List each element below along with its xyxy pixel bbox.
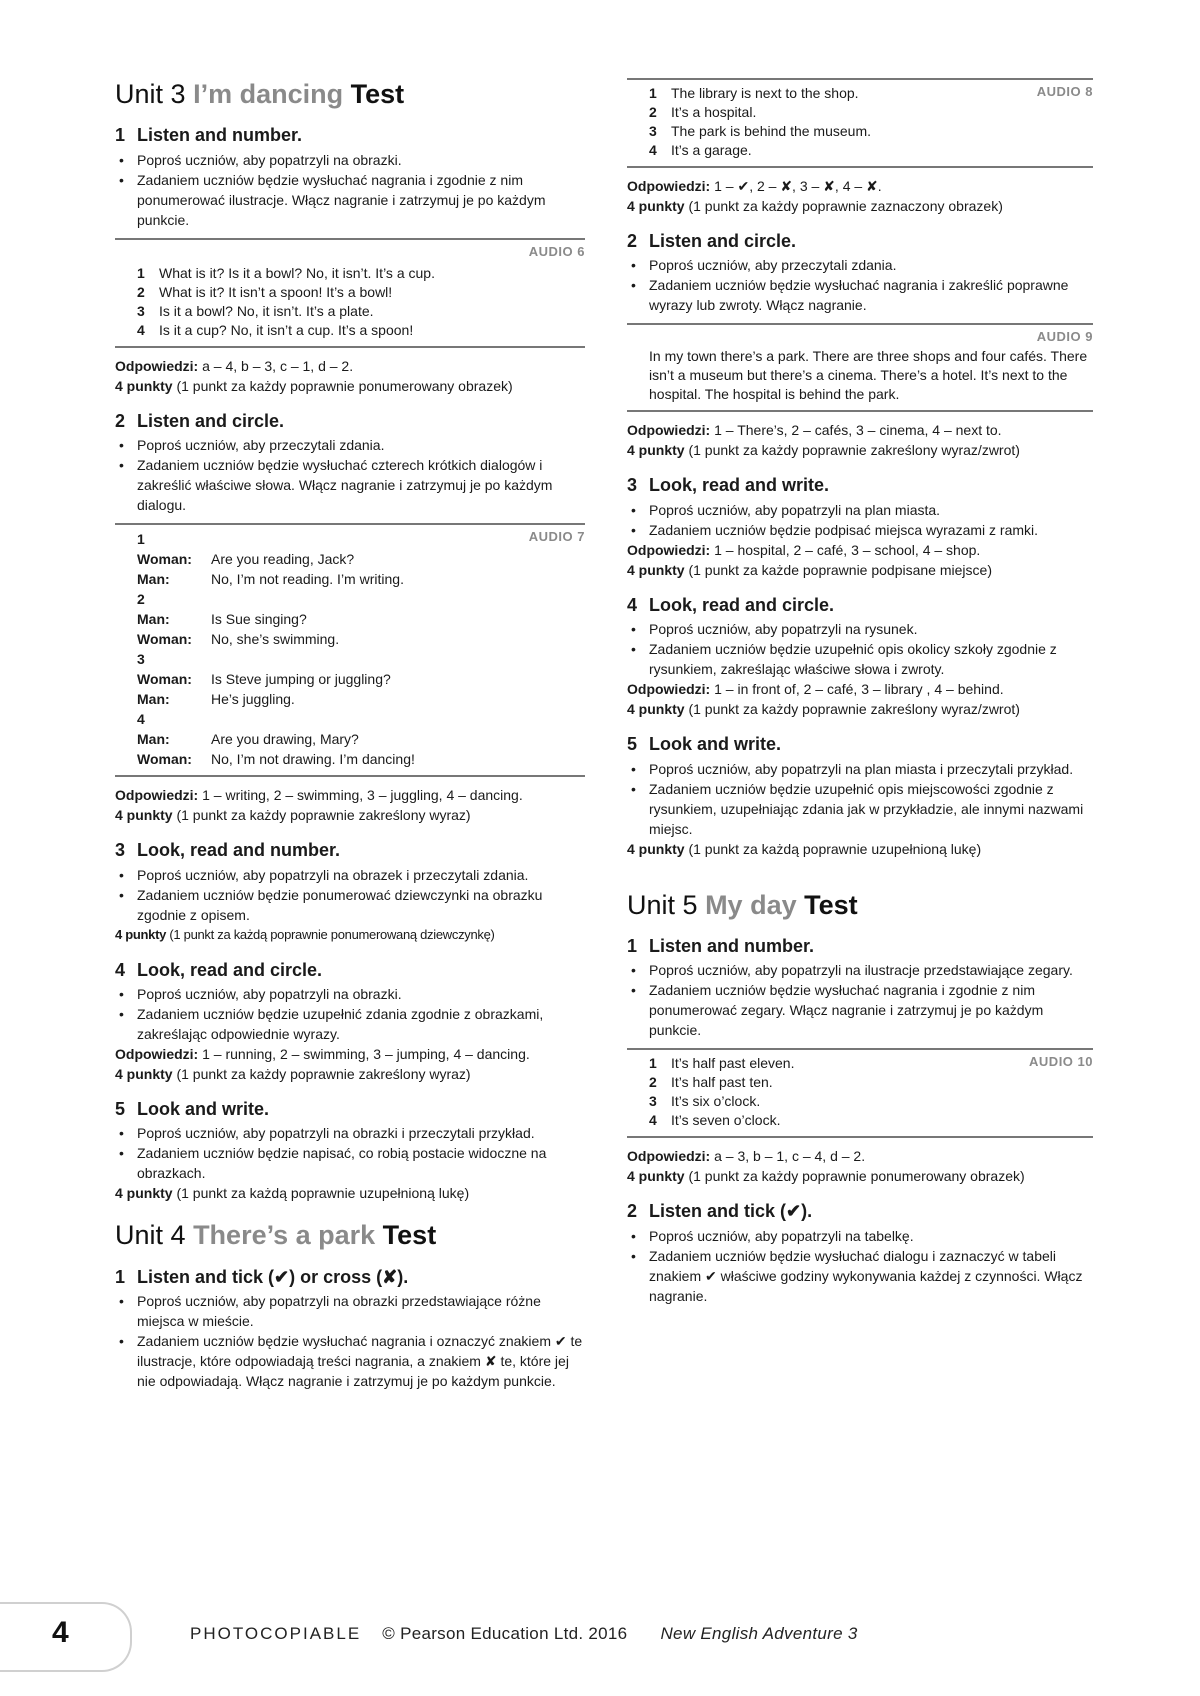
u4-task-1-heading xyxy=(115,1266,585,1289)
instruction: • Poproś uczniów, aby popatrzyli na plan miasta. xyxy=(627,500,1093,520)
speaker: Man: xyxy=(137,611,170,628)
instruction: • Zadaniem uczniów będzie uzupełnić opis miejscowości zgodnie z rysunkiem, uzupełniając zdania jak w przykładzie, ale innymi nazwami miejsc. xyxy=(627,779,1093,839)
points-text: (1 punkt za każdy poprawnie zakreślony wyraz) xyxy=(176,807,471,824)
instruction: • Zadaniem uczniów będzie wysłuchać nagrania i oznaczyć znakiem ✔ te ilustracje, które odpowiadają treści nagrania, a znakiem ✘ te, które jej nie odpowiadają. Włącz nagranie i zatrzymuj je po każdym punkcie. xyxy=(115,1331,585,1391)
audio-script xyxy=(115,238,585,348)
instruction: • Zadaniem uczniów będzie wysłuchać dialogu i zaznaczyć w tabeli znakiem ✔ właściwe godziny wykonywania każdej z czynności. Włącz nagranie. xyxy=(627,1246,1093,1306)
script-line xyxy=(627,103,1093,122)
points xyxy=(627,699,1093,719)
footer-text xyxy=(190,1624,858,1644)
utterance: Are you reading, Jack? xyxy=(211,551,355,568)
points-text: (1 punkt za każdy poprawnie ponumerowany obrazek) xyxy=(688,1168,1025,1185)
line-text: It’s seven o’clock. xyxy=(671,1112,781,1129)
instruction: • Poproś uczniów, aby popatrzyli na tabelkę. xyxy=(627,1226,1093,1246)
instructions xyxy=(627,255,1093,315)
u5-task-2-heading xyxy=(627,1200,1093,1223)
speaker: Woman: xyxy=(137,671,192,688)
points xyxy=(627,560,1093,580)
script-line xyxy=(115,283,585,302)
dialogue-line xyxy=(115,629,585,649)
task-title: Look, read and circle. xyxy=(137,959,323,980)
unit-3-test-label: Test xyxy=(350,79,405,109)
line-text: Is it a cup? No, it isn’t a cup. It’s a spoon! xyxy=(159,321,414,338)
dialogue-line xyxy=(115,569,585,589)
task-title: Listen and number. xyxy=(649,935,815,956)
u3-task-3-heading xyxy=(115,839,585,862)
u4-task-5-heading xyxy=(627,733,1093,756)
left-column xyxy=(115,78,585,1407)
unit-5-title xyxy=(627,889,1093,921)
points-text: (1 punkt za każdą poprawnie ponumerowaną dziewczynkę) xyxy=(169,926,495,942)
answers-text: 1 – running, 2 – swimming, 3 – jumping, 4 – dancing. xyxy=(202,1045,530,1062)
dialogue-line xyxy=(115,749,585,769)
speaker: Woman: xyxy=(137,551,192,568)
right-column xyxy=(627,78,1093,1322)
answers-text: a – 3, b – 1, c – 4, d – 2. xyxy=(714,1148,866,1165)
u4-task-1 xyxy=(115,1266,585,1391)
points xyxy=(627,839,1093,859)
line-text: What is it? Is it a bowl? No, it isn’t. It’s a cup. xyxy=(159,264,435,281)
utterance: Are you drawing, Mary? xyxy=(211,731,359,748)
answers xyxy=(627,540,1093,560)
book-title: New English Adventure 3 xyxy=(660,1624,858,1643)
script-line xyxy=(627,1054,1093,1073)
dialogue-line xyxy=(115,689,585,709)
points-text: (1 punkt za każde poprawnie podpisane miejsce) xyxy=(688,561,992,578)
task-title: Listen and tick (✔). xyxy=(649,1201,813,1222)
task-number: 3 xyxy=(627,475,638,496)
task-number: 1 xyxy=(627,935,638,956)
answers-text: 1 – writing, 2 – swimming, 3 – juggling, 4 – dancing. xyxy=(202,787,523,804)
line-number: 2 xyxy=(649,104,657,120)
audio-tag: AUDIO 9 xyxy=(1036,329,1093,345)
speaker: Man: xyxy=(137,691,170,708)
instruction: • Poproś uczniów, aby przeczytali zdania. xyxy=(627,255,1093,275)
dialogue-line xyxy=(115,609,585,629)
points-label: 4 punkty xyxy=(627,840,685,857)
instruction: • Zadaniem uczniów będzie wysłuchać nagrania i zgodnie z nim ponumerować ilustracje. Włącz nagranie i zatrzymuj je po każdym punkcie. xyxy=(115,170,585,230)
utterance: No, I’m not reading. I’m writing. xyxy=(211,571,404,588)
u4-task-3 xyxy=(627,474,1093,579)
points-text: (1 punkt za każdy poprawnie zaznaczony obrazek) xyxy=(688,198,1003,214)
instruction: • Poproś uczniów, aby popatrzyli na plan miasta i przeczytali przykład. xyxy=(627,759,1093,779)
points-label: 4 punkty xyxy=(115,377,173,394)
instruction: • Poproś uczniów, aby popatrzyli na rysunek. xyxy=(627,619,1093,639)
points xyxy=(115,1064,585,1084)
speaker: Man: xyxy=(137,731,170,748)
dialogue-line xyxy=(115,729,585,749)
task-title: Look and write. xyxy=(649,734,782,755)
points-label: 4 punkty xyxy=(115,926,167,942)
line-number: 3 xyxy=(649,123,657,139)
script-line xyxy=(627,84,1093,103)
copyright-notice: © Pearson Education Ltd. 2016 xyxy=(382,1624,628,1643)
instruction: • Zadaniem uczniów będzie uzupełnić zdania zgodnie z obrazkami, zakreślając odpowiednie wyrazy. xyxy=(115,1004,585,1044)
page-footer xyxy=(0,1602,1200,1696)
task-title: Look and write. xyxy=(137,1098,270,1119)
points-label: 4 punkty xyxy=(627,1168,685,1185)
task-title: Look, read and write. xyxy=(649,475,830,496)
dialogue-number: 2 xyxy=(137,591,145,608)
unit-3 xyxy=(115,78,585,1203)
task-number: 2 xyxy=(115,410,126,431)
dialogue-line xyxy=(115,549,585,569)
task-number: 1 xyxy=(115,1266,126,1287)
task-number: 5 xyxy=(115,1098,126,1119)
points xyxy=(115,925,585,945)
line-number: 4 xyxy=(137,321,145,338)
page-number-tab xyxy=(0,1602,132,1672)
audio-tag: AUDIO 8 xyxy=(1036,84,1093,99)
instruction: • Poproś uczniów, aby popatrzyli na ilustracje przedstawiające zegary. xyxy=(627,960,1093,980)
instructions xyxy=(627,1226,1093,1306)
u4-task-3-heading xyxy=(627,474,1093,497)
line-text: Is it a bowl? No, it isn’t. It’s a plate. xyxy=(159,302,374,319)
u3-task-2-heading xyxy=(115,410,585,433)
line-number: 2 xyxy=(649,1074,657,1091)
u3-task-1-heading xyxy=(115,124,585,147)
speaker: Woman: xyxy=(137,631,192,648)
instruction: • Poproś uczniów, aby popatrzyli na obrazki przedstawiające różne miejsca w mieście. xyxy=(115,1291,585,1331)
line-text: It’s a hospital. xyxy=(671,104,757,120)
task-title: Look, read and circle. xyxy=(649,594,835,615)
line-text: The library is next to the shop. xyxy=(671,85,859,101)
unit-3-name: I’m dancing xyxy=(193,79,344,109)
instruction: • Poproś uczniów, aby popatrzyli na obrazki i przeczytali przykład. xyxy=(115,1123,585,1143)
instructions xyxy=(627,619,1093,679)
line-number: 4 xyxy=(649,1112,657,1129)
task-number: 4 xyxy=(115,959,126,980)
audio-script xyxy=(627,1048,1093,1138)
answers-label: Odpowiedzi: xyxy=(627,1148,711,1165)
points-text: (1 punkt za każdą poprawnie uzupełnioną lukę) xyxy=(688,840,982,857)
instruction: • Poproś uczniów, aby popatrzyli na obrazki. xyxy=(115,984,585,1004)
instruction: • Zadaniem uczniów będzie wysłuchać nagrania i zakreślić poprawne wyrazy lub zwroty. Włącz nagranie. xyxy=(627,275,1093,315)
task-number: 1 xyxy=(115,125,126,146)
u5-task-2 xyxy=(627,1200,1093,1305)
unit-5 xyxy=(627,889,1093,1306)
u3-task-4 xyxy=(115,959,585,1084)
answers xyxy=(115,1044,585,1064)
unit-4 xyxy=(115,1219,585,1391)
speaker: Woman: xyxy=(137,751,192,768)
unit-3-number: Unit 3 xyxy=(115,79,186,109)
unit-4-test-label: Test xyxy=(382,1220,437,1251)
u4-task-4-heading xyxy=(627,594,1093,617)
u4-task-1-continued xyxy=(627,78,1093,216)
line-text: It’s half past ten. xyxy=(671,1074,773,1091)
script-line xyxy=(627,1092,1093,1111)
points-label: 4 punkty xyxy=(115,807,173,824)
task-title: Listen and number. xyxy=(137,125,303,146)
speaker: Man: xyxy=(137,571,170,588)
task-number: 5 xyxy=(627,734,638,755)
instruction: • Zadaniem uczniów będzie podpisać miejsca wyrazami z ramki. xyxy=(627,520,1093,540)
line-number: 3 xyxy=(137,302,145,319)
audio-tag: AUDIO 10 xyxy=(1029,1054,1093,1070)
instructions xyxy=(627,960,1093,1040)
instructions xyxy=(115,435,585,515)
instruction: • Zadaniem uczniów będzie ponumerować dziewczynki na obrazku zgodnie z opisem. xyxy=(115,885,585,925)
points xyxy=(627,1166,1093,1186)
unit-5-test-label: Test xyxy=(804,889,858,920)
instruction: • Poproś uczniów, aby popatrzyli na obrazki. xyxy=(115,150,585,170)
instructions xyxy=(115,150,585,230)
line-text: It’s six o’clock. xyxy=(671,1093,761,1110)
instructions xyxy=(115,1291,585,1391)
unit-4-number: Unit 4 xyxy=(115,1220,186,1251)
line-number: 2 xyxy=(137,283,145,300)
task-number: 2 xyxy=(627,231,638,251)
points-text: (1 punkt za każdą poprawnie uzupełnioną lukę) xyxy=(176,1185,470,1202)
script-line xyxy=(627,1073,1093,1092)
points-label: 4 punkty xyxy=(627,442,685,459)
u3-task-3 xyxy=(115,839,585,944)
u3-task-1 xyxy=(115,124,585,395)
utterance: Is Steve jumping or juggling? xyxy=(211,671,391,688)
page-number: 4 xyxy=(52,1616,69,1649)
dialogue-number: 1 xyxy=(137,531,145,548)
unit-4-title xyxy=(115,1219,585,1251)
u5-task-1-heading xyxy=(627,935,1093,958)
script-line xyxy=(627,141,1093,160)
points xyxy=(627,440,1093,460)
u4-task-2-heading xyxy=(627,230,1093,253)
line-number: 1 xyxy=(649,85,657,101)
answers xyxy=(627,420,1093,440)
utterance: He’s juggling. xyxy=(211,691,295,708)
task-number: 4 xyxy=(627,594,638,615)
points-label: 4 punkty xyxy=(627,701,685,718)
answers xyxy=(627,679,1093,699)
audio-tag: AUDIO 6 xyxy=(528,243,585,259)
answers-label: Odpowiedzi: xyxy=(627,681,711,698)
task-title: Look, read and number. xyxy=(137,840,341,861)
u3-task-5-heading xyxy=(115,1098,585,1121)
line-text: The park is behind the museum. xyxy=(671,123,871,139)
instruction: • Poproś uczniów, aby przeczytali zdania. xyxy=(115,435,585,455)
task-title: Listen and circle. xyxy=(649,231,797,251)
u3-task-2 xyxy=(115,410,585,825)
answers xyxy=(627,1146,1093,1166)
answers-text: 1 – There’s, 2 – cafés, 3 – cinema, 4 – next to. xyxy=(714,422,1002,439)
script-line xyxy=(627,122,1093,141)
answers-text: 1 – in front of, 2 – café, 3 – library , 4 – behind. xyxy=(714,681,1004,698)
instruction: • Zadaniem uczniów będzie uzupełnić opis okolicy szkoły zgodnie z rysunkiem, zakreślając właściwe słowa i zwroty. xyxy=(627,639,1093,679)
answers xyxy=(115,356,585,376)
u4-task-4 xyxy=(627,594,1093,719)
instruction: • Zadaniem uczniów będzie napisać, co robią postacie widoczne na obrazkach. xyxy=(115,1143,585,1183)
points-text: (1 punkt za każdy poprawnie zakreślony wyraz) xyxy=(176,1065,471,1082)
answers-label: Odpowiedzi: xyxy=(115,787,199,804)
task-title: Listen and tick (✔) or cross (✘). xyxy=(137,1266,409,1287)
u3-task-4-heading xyxy=(115,959,585,982)
answers-label: Odpowiedzi: xyxy=(115,1045,199,1062)
line-text: What is it? It isn’t a spoon! It’s a bowl! xyxy=(159,283,393,300)
instructions xyxy=(627,759,1093,839)
points xyxy=(115,1183,585,1203)
points-label: 4 punkty xyxy=(627,561,685,578)
answers-text: 1 – ✔, 2 – ✘, 3 – ✘, 4 – ✘. xyxy=(714,178,882,194)
points-label: 4 punkty xyxy=(115,1185,173,1202)
points-label: 4 punkty xyxy=(115,1065,173,1082)
utterance: Is Sue singing? xyxy=(211,611,307,628)
line-number: 1 xyxy=(649,1055,657,1072)
line-text: It’s half past eleven. xyxy=(671,1055,795,1072)
instruction: • Poproś uczniów, aby popatrzyli na obrazek i przeczytali zdania. xyxy=(115,865,585,885)
instructions xyxy=(115,1123,585,1183)
answers-text: a – 4, b – 3, c – 1, d – 2. xyxy=(202,357,354,374)
instruction: • Zadaniem uczniów będzie wysłuchać czterech krótkich dialogów i zakreślić właściwe słowa. Włącz nagranie i zatrzymuj je po każdym dialogu. xyxy=(115,455,585,515)
instructions xyxy=(627,500,1093,540)
points xyxy=(115,376,585,396)
audio-script xyxy=(627,323,1093,412)
answers xyxy=(115,785,585,805)
points-text: (1 punkt za każdy poprawnie zakreślony wyraz/zwrot) xyxy=(688,701,1020,718)
audio-script xyxy=(115,523,585,777)
points-text: (1 punkt za każdy poprawnie ponumerowany obrazek) xyxy=(176,377,513,394)
instructions xyxy=(115,984,585,1044)
script-line xyxy=(115,321,585,340)
points xyxy=(627,196,1093,216)
answers-label: Odpowiedzi: xyxy=(115,357,199,374)
task-number: 3 xyxy=(115,840,126,861)
u4-task-5 xyxy=(627,733,1093,858)
task-number: 2 xyxy=(627,1201,638,1222)
unit-5-number: Unit 5 xyxy=(627,889,698,920)
answers-label: Odpowiedzi: xyxy=(627,422,711,439)
utterance: No, I’m not drawing. I’m dancing! xyxy=(211,751,415,768)
u4-task-2 xyxy=(627,230,1093,460)
line-text: It’s a garage. xyxy=(671,142,752,158)
u3-task-5 xyxy=(115,1098,585,1203)
answers xyxy=(627,176,1093,196)
dialogue-number: 3 xyxy=(137,651,145,668)
u5-task-1 xyxy=(627,935,1093,1186)
dialogue-line xyxy=(115,669,585,689)
audio-text: In my town there’s a park. There are three shops and four cafés. There isn’t a museum but there’s a cinema. There’s a hotel. It’s next to the hospital. The hospital is behind the park. xyxy=(649,348,1088,403)
unit-5-name: My day xyxy=(705,889,797,920)
answers-label: Odpowiedzi: xyxy=(627,178,711,194)
answers-text: 1 – hospital, 2 – café, 3 – school, 4 – shop. xyxy=(714,541,981,558)
line-number: 4 xyxy=(649,142,657,158)
audio-tag: AUDIO 7 xyxy=(528,529,585,545)
unit-4-name: There’s a park xyxy=(193,1220,376,1251)
points xyxy=(115,805,585,825)
points-label: 4 punkty xyxy=(627,198,685,214)
utterance: No, she’s swimming. xyxy=(211,631,340,648)
points-text: (1 punkt za każdy poprawnie zakreślony wyraz/zwrot) xyxy=(688,442,1020,459)
photocopiable-label: PHOTOCOPIABLE xyxy=(190,1624,362,1643)
script-line xyxy=(115,264,585,283)
instructions xyxy=(115,865,585,925)
instruction: • Zadaniem uczniów będzie wysłuchać nagrania i zgodnie z nim ponumerować zegary. Włącz nagranie i zatrzymuj je po każdym punkcie. xyxy=(627,980,1093,1040)
line-number: 3 xyxy=(649,1093,657,1110)
line-number: 1 xyxy=(137,264,145,281)
script-line xyxy=(627,1111,1093,1130)
dialogue-number: 4 xyxy=(137,711,145,728)
script-line xyxy=(115,302,585,321)
answers-label: Odpowiedzi: xyxy=(627,541,711,558)
unit-3-title xyxy=(115,78,585,110)
audio-script xyxy=(627,78,1093,168)
task-title: Listen and circle. xyxy=(137,410,285,431)
